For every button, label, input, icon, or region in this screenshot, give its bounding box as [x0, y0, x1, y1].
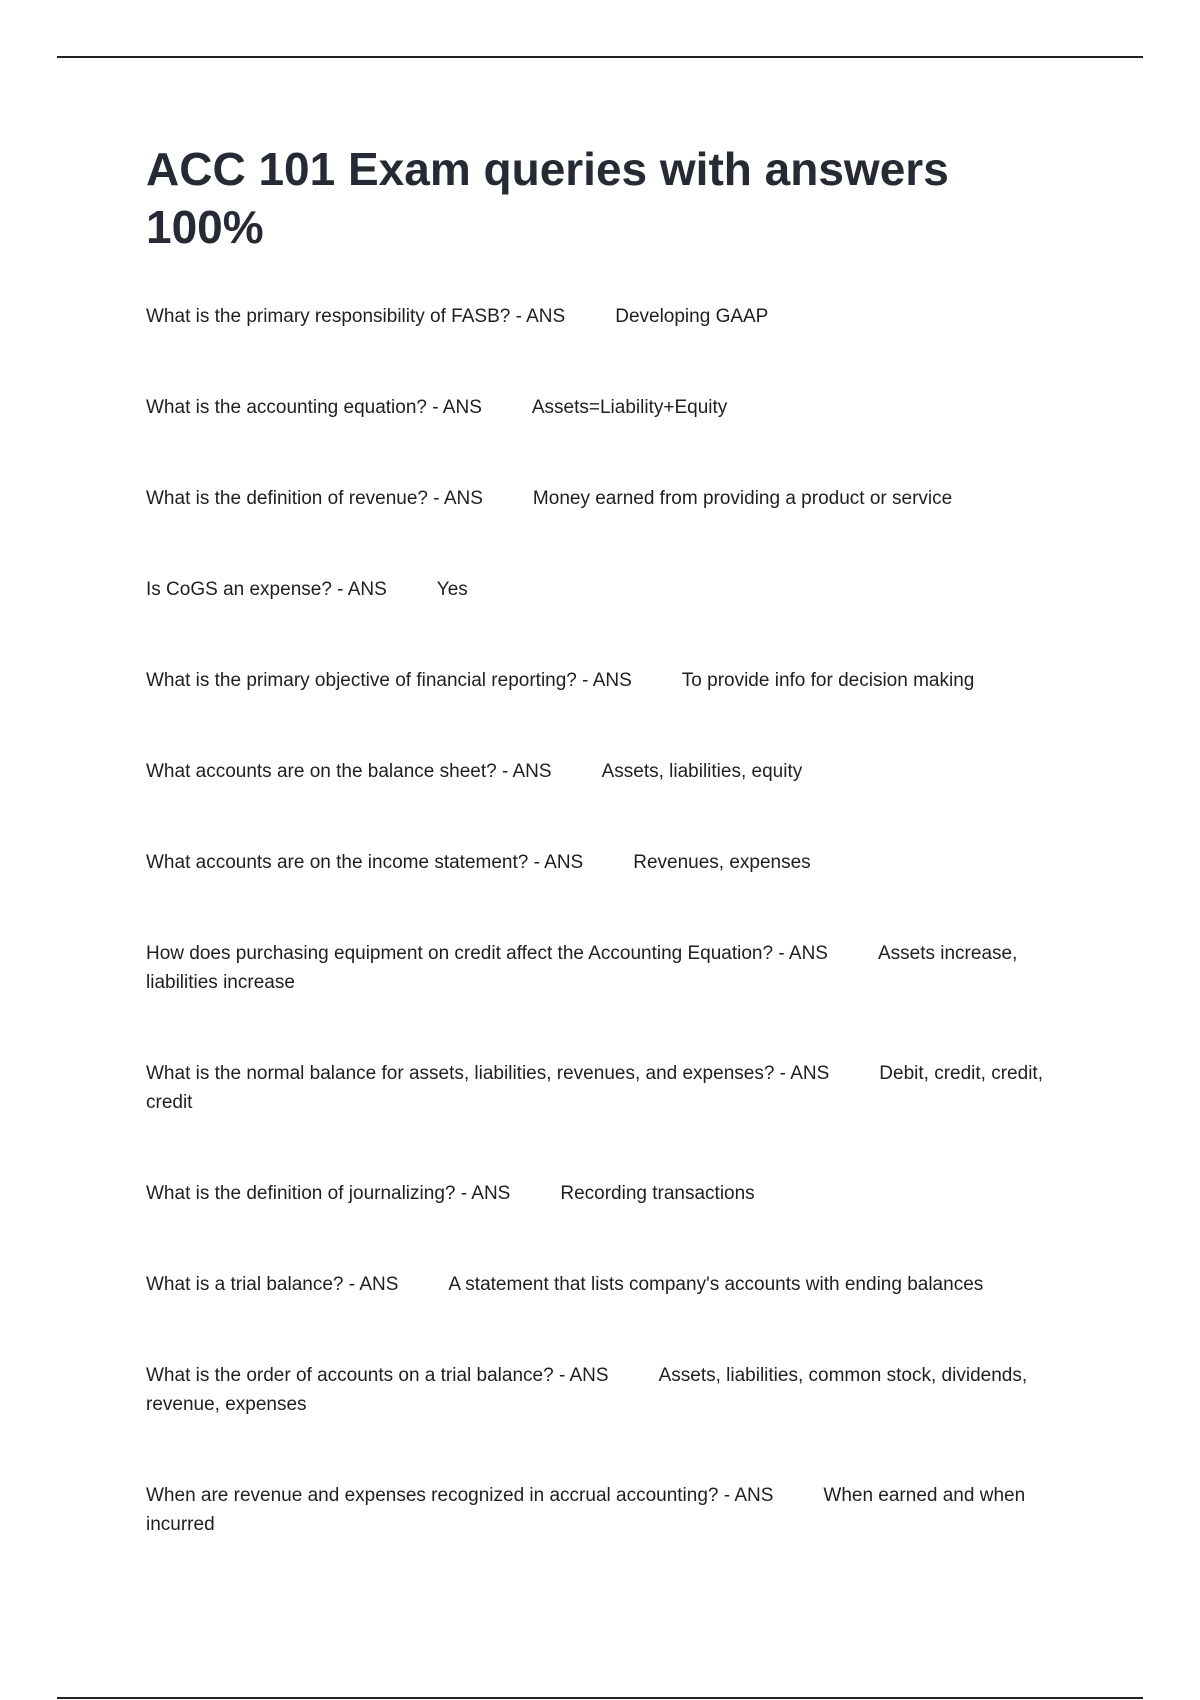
answer-text: Assets increase, liabilities increase	[146, 943, 1018, 993]
qa-item	[146, 848, 1066, 877]
question-text: What accounts are on the balance sheet? - ANS	[146, 761, 552, 782]
qa-item	[146, 1059, 1066, 1117]
answer-text: To provide info for decision making	[681, 670, 975, 691]
answer-text: Recording transactions	[560, 1183, 755, 1204]
qa-list	[146, 302, 1066, 1539]
qa-item	[146, 1270, 1066, 1299]
question-text: How does purchasing equipment on credit affect the Accounting Equation? - ANS	[146, 943, 828, 964]
answer-text: Developing GAAP	[615, 306, 769, 327]
qa-item	[146, 757, 1066, 786]
qa-item	[146, 393, 1066, 422]
question-text: What is the order of accounts on a trial balance? - ANS	[146, 1365, 609, 1386]
answer-text: Debit, credit, credit, credit	[146, 1063, 1043, 1113]
qa-item	[146, 1481, 1066, 1539]
answer-text: When earned and when incurred	[146, 1485, 1026, 1535]
question-text: What is the definition of revenue? - ANS	[146, 488, 483, 509]
question-text: What is the definition of journalizing? - ANS	[146, 1183, 511, 1204]
qa-item	[146, 1179, 1066, 1208]
document-body	[146, 140, 1066, 1539]
footer-rule	[57, 1697, 1143, 1699]
question-text: What is the primary objective of financial reporting? - ANS	[146, 670, 632, 691]
question-text: What is the primary responsibility of FASB? - ANS	[146, 306, 566, 327]
qa-item	[146, 484, 1066, 513]
qa-item	[146, 666, 1066, 695]
question-text: Is CoGS an expense? - ANS	[146, 579, 387, 600]
document-title: ACC 101 Exam queries with answers 100%	[146, 143, 949, 253]
qa-item	[146, 939, 1066, 997]
qa-item	[146, 1361, 1066, 1419]
qa-item	[146, 302, 1066, 331]
question-text: When are revenue and expenses recognized in accrual accounting? - ANS	[146, 1485, 774, 1506]
answer-text: Revenues, expenses	[633, 852, 811, 873]
answer-text: Yes	[436, 579, 468, 600]
answer-text: Assets, liabilities, common stock, dividends, revenue, expenses	[146, 1365, 1028, 1415]
question-text: What is the normal balance for assets, liabilities, revenues, and expenses? - ANS	[146, 1063, 830, 1084]
question-text: What is a trial balance? - ANS	[146, 1274, 399, 1295]
answer-text: Money earned from providing a product or service	[532, 488, 953, 509]
answer-text: Assets, liabilities, equity	[601, 761, 803, 782]
qa-item	[146, 575, 1066, 604]
question-text: What is the accounting equation? - ANS	[146, 397, 482, 418]
answer-text: Assets=Liability+Equity	[531, 397, 728, 418]
answer-text: A statement that lists company's accounts with ending balances	[448, 1274, 984, 1295]
header-rule	[57, 56, 1143, 58]
question-text: What accounts are on the income statement? - ANS	[146, 852, 584, 873]
